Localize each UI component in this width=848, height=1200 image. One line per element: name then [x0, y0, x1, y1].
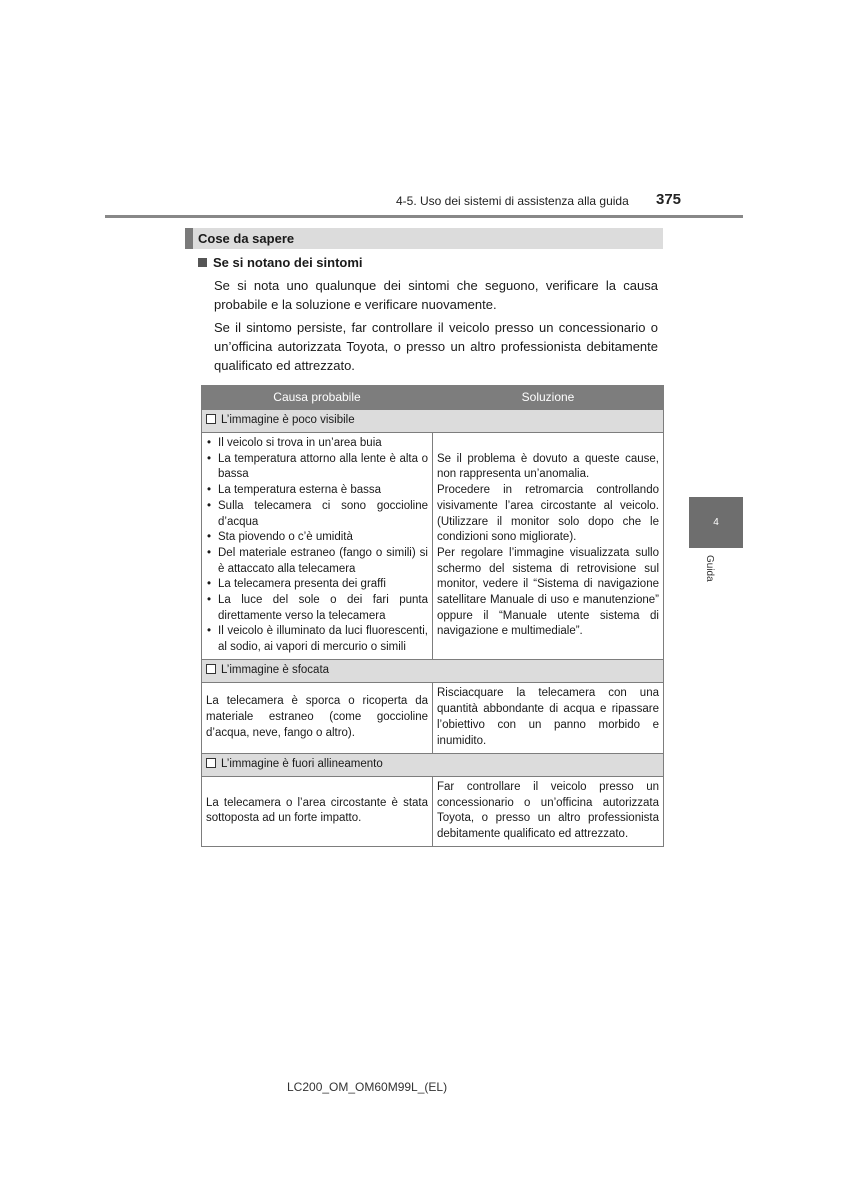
solution-line: Per regolare l’immagine visualizzata sullo schermo del sistema di retrovisione sul monitor, vedere il “Sistema di navigazione satellitare Manuale di uso e manutenzione” oppure il “Manuale utente sistema di navigazione e multimediale”.	[437, 546, 659, 638]
chapter-label: Guida	[704, 555, 715, 582]
solution-cell: Far controllare il veicolo presso un concessionario o un’officina autorizzata Toyota, o presso un altro professionista debitamente qualificato ed attrezzato.	[433, 776, 664, 846]
header-section-title: 4-5. Uso dei sistemi di assistenza alla guida	[396, 194, 629, 208]
section-banner	[185, 228, 663, 249]
cause-cell: La telecamera o l’area circostante è stata sottoposta ad un forte impatto.	[202, 776, 433, 846]
paragraph-intro: Se si nota uno qualunque dei sintomi che seguono, verificare la causa probabile e la soluzione e verificare nuovamente.	[214, 278, 658, 312]
subheading-text: Se si notano dei sintomi	[213, 255, 363, 270]
cause-item: • Sulla telecamera ci sono goccioline d’acqua	[206, 499, 428, 530]
checkbox-icon	[206, 664, 216, 674]
group-row	[202, 659, 664, 682]
header-cause: Causa probabile	[202, 386, 433, 410]
page-number: 375	[656, 191, 682, 208]
solution-line: Se il problema è dovuto a queste cause, non rappresenta un’anomalia.	[437, 452, 659, 481]
group-title-cell	[202, 753, 664, 776]
square-bullet-icon	[198, 258, 207, 267]
checkbox-icon	[206, 414, 216, 424]
solution-line: Procedere in retromarcia controllando visivamente l’area circostante al veicolo. (Utilizzare il monitor solo dopo che le condizioni sono migliorate).	[437, 484, 659, 544]
header-solution: Soluzione	[433, 386, 664, 410]
troubleshooting-table	[201, 385, 664, 847]
cause-item: • Il veicolo è illuminato da luci fluorescenti, al sodio, ai vapori di mercurio o simili	[206, 624, 428, 655]
table-header-row	[202, 386, 664, 410]
cause-list	[206, 436, 428, 656]
solution-cell: Risciacquare la telecamera con una quantità abbondante di acqua e ripassare l’obiettivo con un panno morbido e inumidito.	[433, 682, 664, 753]
solution-cell	[433, 433, 664, 660]
table-row	[202, 433, 664, 660]
checkbox-icon	[206, 758, 216, 768]
paragraph-persistent: Se il sintomo persiste, far controllare il veicolo presso un concessionario o un’officina autorizzata Toyota, o presso un altro professionista debitamente qualificato ed attrezzato.	[214, 320, 658, 373]
group-row	[202, 753, 664, 776]
cause-item: • Del materiale estraneo (fango o simili) si è attaccato alla telecamera	[206, 546, 428, 577]
table-row	[202, 682, 664, 753]
cause-item: • La temperatura attorno alla lente è alta o bassa	[206, 452, 428, 483]
group-title-cell	[202, 659, 664, 682]
subheading	[198, 255, 363, 270]
document-code: LC200_OM_OM60M99L_(EL)	[287, 1080, 448, 1094]
cause-item: • Sta piovendo o c’è umidità	[206, 530, 428, 546]
section-banner-title: Cose da sapere	[198, 231, 295, 246]
group-title-cell	[202, 410, 664, 433]
chapter-number: 4	[713, 517, 719, 528]
cause-cell	[202, 433, 433, 660]
group-title: L’immagine è fuori allineamento	[221, 757, 383, 770]
table-row	[202, 776, 664, 846]
chapter-tab	[689, 497, 743, 548]
cause-item: • La telecamera presenta dei graffi	[206, 577, 428, 593]
header-rule	[105, 215, 743, 218]
cause-item: • La temperatura esterna è bassa	[206, 483, 428, 499]
cause-cell: La telecamera è sporca o ricoperta da materiale estraneo (come goccioline d’acqua, neve, fango o altro).	[202, 682, 433, 753]
cause-item: • La luce del sole o dei fari punta direttamente verso la telecamera	[206, 593, 428, 624]
group-title: L’immagine è poco visibile	[221, 414, 355, 427]
group-row	[202, 410, 664, 433]
cause-item: • Il veicolo si trova in un’area buia	[206, 436, 428, 452]
group-title: L’immagine è sfocata	[221, 663, 330, 676]
